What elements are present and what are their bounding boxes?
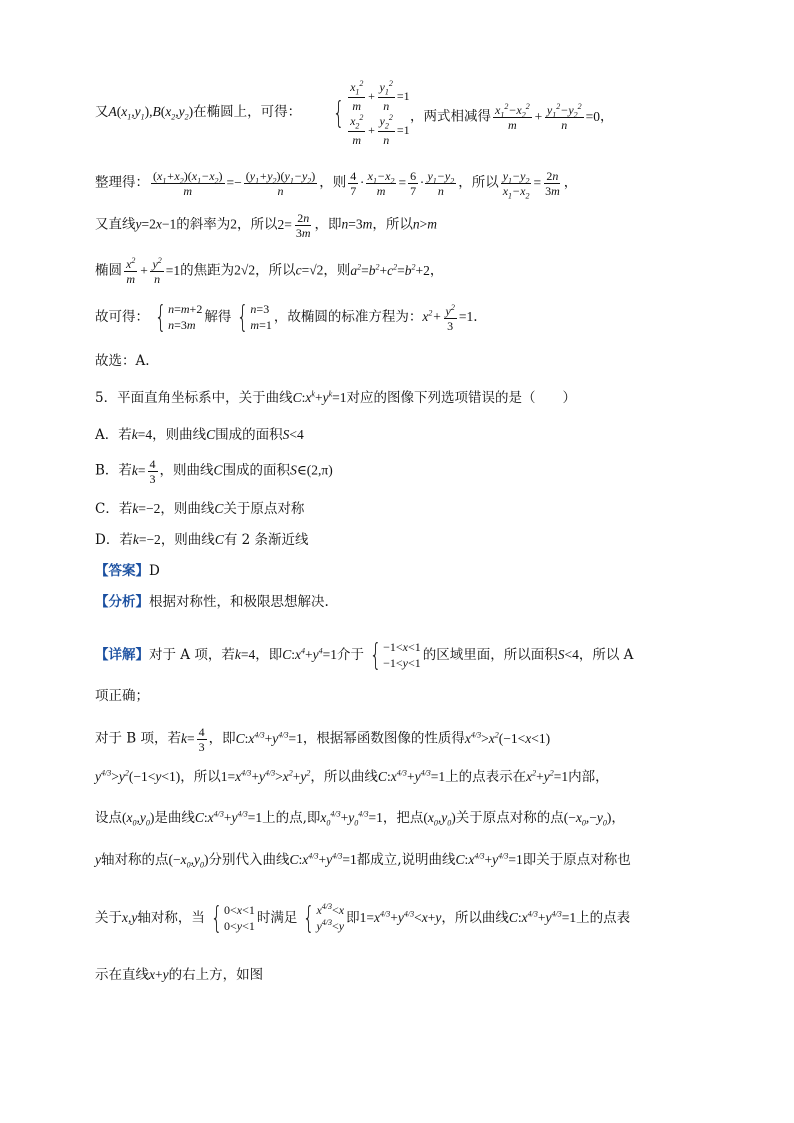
line-slope: 又直线y=2x−1的斜率为2，所以2= $\frac{2n}{3m}$ ，即n=3m，所以n>m: [95, 211, 438, 240]
detail-line-3: $y^{4/3}>y^2(-1<y<1)$，所以$1=x^{4/3}+y^{4/3}>x^2+y^2$，所以曲线$C:x^{4/3}+y^{4/3}=1$上的点表示在$x^2+y^2=1$内部，: [95, 768, 609, 785]
choice-line: 故选：A.: [95, 353, 150, 369]
option-c: C．若k=−2，则曲线C关于原点对称: [95, 501, 305, 517]
line-focal: 椭圆 $\frac{x^2}{m}$ + $\frac{y^2}{n}$ =1的焦距为2√2，所以c=√2，则$a^2=b^2+c^2=b^2+2$，: [95, 256, 444, 286]
math-points: $A(x_1,y_1),B(x_2,y_2)$: [108, 104, 194, 122]
option-b: B．若k= $\frac{4}{3}$ ，则曲线C围成的面积S∈(2,π): [95, 457, 333, 486]
option-a: A．若k=4，则曲线C围成的面积S<4: [95, 427, 304, 443]
analysis-line: 【分析】根据对称性，和极限思想解决.: [95, 594, 329, 610]
line-subtract: ，两式相减得 $\frac{x_1^2-x_2^2}{m}$ + $\frac{y_1^2-y_2^2}{n}$ =0，: [410, 102, 614, 132]
detail-line-7: 示在直线x+y的右上方，如图: [95, 967, 264, 983]
detail-line-2: 对于 B 项，若k= $\frac{4}{3}$ ，即$C:x^{4/3}+y^{4/3}=1$，根据幂函数图像的性质得$x^{4/3}>x^2(-1<x<1)$: [95, 725, 551, 754]
detail-line-4: 设点$(x_0,y_0)$是曲线$C:x^{4/3}+y^{4/3}=1$上的点,即$x_0^{4/3}+y_0^{4/3}=1$，把点$(x_0,y_0)$关于原点对称的点$(-x_0,-y_0)$，: [95, 809, 625, 828]
question-stem: 5．平面直角坐标系中，关于曲线$C:x^k+y^k=1$对应的图像下列选项错误的是（ ）: [95, 389, 576, 406]
detail-line-1b: 项正确；: [95, 688, 149, 704]
answer-line: 【答案】D: [95, 563, 160, 579]
detail-line-6: 关于x,y轴对称，当 { 0<x<1 0<y<1 时满足 { $x^{4/3}<x$ $y^{4/3}<y$ 即$1=x^{4/3}+y^{4/3}<x+y$，所以曲线$C:x^{4/3}+y^{4/3}=1$上的点表: [95, 900, 631, 936]
option-d: D．若k=−2，则曲线C有 2 条渐近线: [95, 532, 309, 548]
line-rearrange: 整理得： $\frac{(x_1+x_2)(x_1-x_2)}{m}$ =− $\frac{(y_1+y_2)(y_1-y_2)}{n}$ ，则 $\frac{4}{7}$ · $\frac{x_1-x_2}{m}$ = $\frac{6}{7}$ · $\frac{y_1-y_2}{n}$ ，所以 $\frac{y_1-y_2}{x_1-x_2}$ = $\frac{2n}{3m}$ ，: [95, 169, 578, 201]
detail-line-1: 【详解】对于 A 项，若k=4，即$C:x^4+y^4=1$介于 { −1<x<1 −1<y<1 的区域里面，所以面积S<4，所以 A: [95, 637, 634, 673]
line-solve: 故可得： { n=m+2 n=3m 解得 { n=3 m=1 ，故椭圆的标准方程为：$x^2+$ $\frac{y^2}{3}$ =1.: [95, 299, 478, 335]
line-points-on-ellipse: 又$A(x_1,y_1),B(x_2,y_2)$在椭圆上，可得：: [95, 104, 302, 122]
detail-line-5: y轴对称的点$(-x_0,y_0)$分别代入曲线$C:x^{4/3}+y^{4/3}=1$都成立,说明曲线$C:x^{4/3}+y^{4/3}=1$即关于原点对称也: [95, 851, 631, 870]
ellipse-system: { $\frac{x_1^2}{m}$ + $\frac{y_1^2}{n}$ =1 $\frac{x_2^2}{m}$ + $\frac{y_2^2}{n}$ =1: [332, 79, 410, 147]
